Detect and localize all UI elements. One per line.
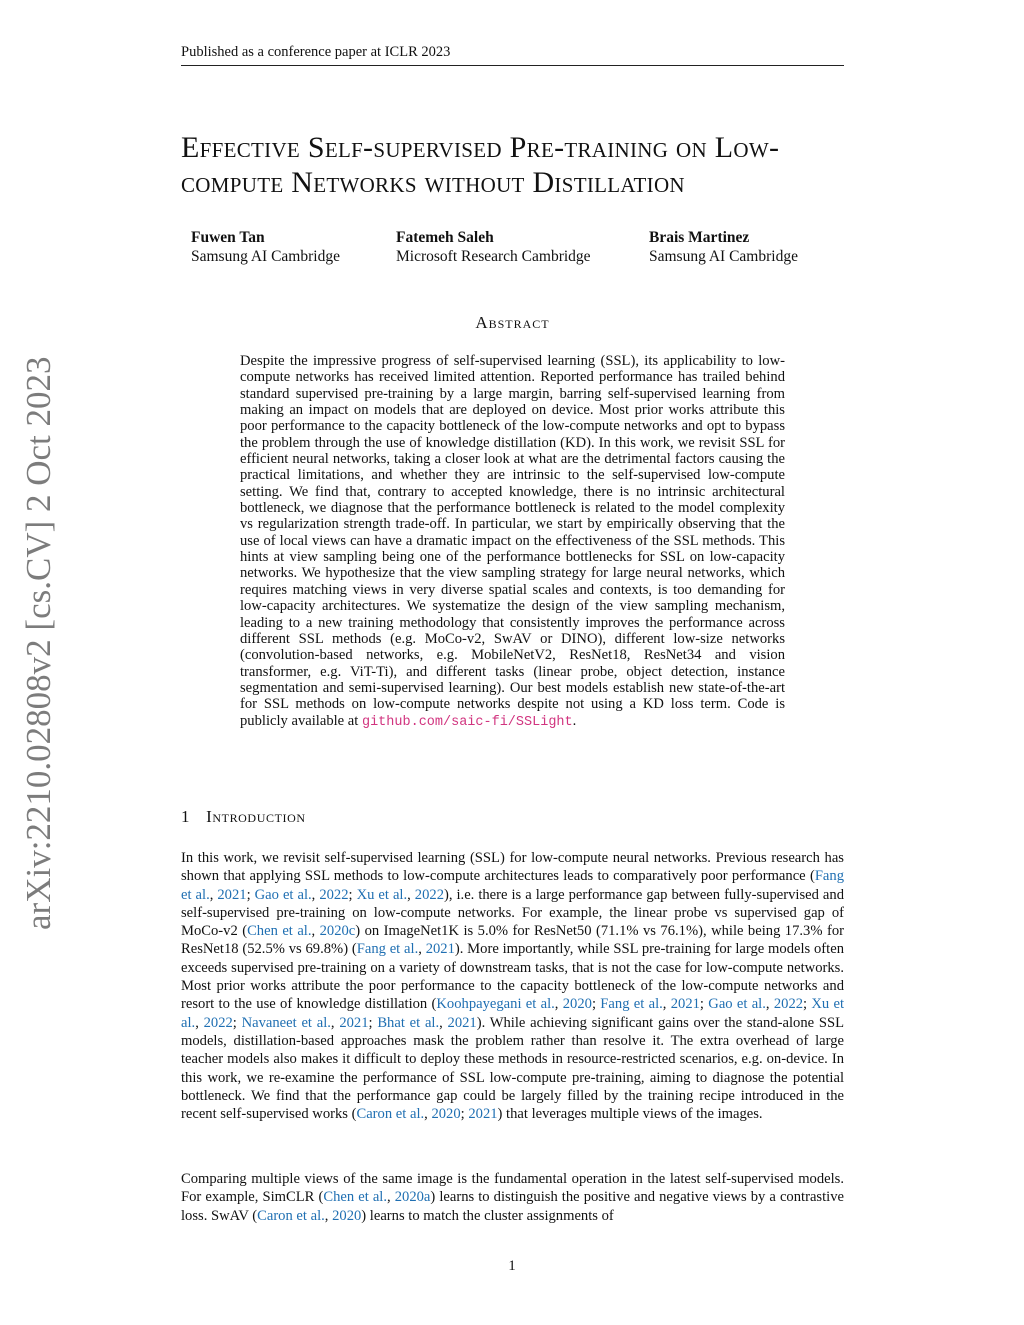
author-2 <box>396 228 591 266</box>
author-3 <box>649 228 798 266</box>
citation-link[interactable]: 2022 <box>414 886 444 903</box>
text: , <box>662 996 671 1013</box>
citation-link[interactable]: 2020 <box>431 1106 461 1123</box>
citation-link[interactable]: Xu et al. <box>181 996 845 1031</box>
text: ). More importantly, while SSL pre-training for large models often exceeds supervised pre-training on a variety of downstream tasks, that is not the case for low-compute networks. Most prior works attribute the poor performance to the capacity bottleneck of the low-compute networks and resort to the use of knowledge distillation ( <box>181 941 844 1013</box>
text: ; <box>699 996 709 1013</box>
citation-link[interactable]: 2021 <box>670 996 700 1013</box>
text: , <box>387 1189 395 1206</box>
text: Comparing multiple views of the same image is the fundamental operation in the latest self-supervised models. For example, SimCLR ( <box>181 1171 844 1206</box>
citation-link[interactable]: Chen et al. <box>323 1189 388 1206</box>
arxiv-stamp: arXiv:2210.02808v2 [cs.CV] 2 Oct 2023 <box>19 356 58 930</box>
abstract-end: . <box>572 712 577 729</box>
author-affiliation: Samsung AI Cambridge <box>191 248 340 265</box>
section-number: 1 <box>181 807 191 826</box>
text: ; <box>803 996 812 1013</box>
text: ; <box>591 996 601 1013</box>
text: ) that leverages multiple views of the images. <box>497 1106 763 1123</box>
text: ; <box>246 886 255 903</box>
citation-link[interactable]: 2021 <box>468 1106 498 1123</box>
text: , <box>418 941 426 958</box>
text: , <box>424 1106 432 1123</box>
text: , <box>311 923 320 940</box>
abstract-body: Despite the impressive progress of self-supervised learning (SSL), its applicability to low-compute networks has received limited attention. Reported performance has trailed behind standard supervised pre-training by a large margin, barring self-supervised learning from making an impact on models that are deployed on device. Most prior works attribute this poor performance to the capacity bottleneck of the low-compute networks and opt to bypass the problem through the use of knowledge distillation (KD). In this work, we revisit SSL for efficient neural networks, taking a closer look at what are the detrimental factors causing the practical limitations, and whether they are intrinsic to the self-supervised low-compute setting. We find that, contrary to accepted knowledge, there is no intrinsic architectural bottleneck, we diagnose that the performance bottleneck is related to the model complexity vs regularization strength trade-off. In particular, we start by empirically observing that the use of local views can have a dramatic impact on the effectiveness of the SSL methods. This hints at view sampling being one of the performance bottlenecks for SSL on low-capacity networks. We hypothesize that the view sampling strategy for large neural networks, which requires matching views in very diverse spatial scales and contexts, is too demanding for low-capacity architectures. We systematize the design of the view sampling mechanism, leading to a new training methodology that consistently improves the performance across different SSL methods (e.g. MoCo-v2, SwAV or DINO), different low-size networks (convolution-based networks, e.g. MobileNetV2, ResNet18, ResNet34 and vision transformer, e.g. ViT-Ti), and different tasks (linear probe, object detection, instance segmentation and semi-supervised learning). Our best models establish new state-of-the-art for SSL methods on low-compute networks despite not using a KD loss term. Code is publicly available at <box>240 353 785 729</box>
citation-link[interactable]: Caron et al. <box>356 1106 425 1123</box>
author-affiliation: Microsoft Research Cambridge <box>396 248 591 265</box>
page-number: 1 <box>508 1258 516 1274</box>
text: ; <box>368 1014 378 1031</box>
abstract-heading: Abstract <box>475 313 550 332</box>
text: , <box>439 1014 448 1031</box>
citation-link[interactable]: Xu et al. <box>356 886 408 903</box>
intro-paragraph-2 <box>181 1170 844 1225</box>
text: , <box>195 1014 204 1031</box>
citation-link[interactable]: 2021 <box>447 1014 477 1031</box>
citation-link[interactable]: 2020a <box>394 1189 431 1206</box>
text: ; <box>348 886 357 903</box>
citation-link[interactable]: 2022 <box>773 996 804 1013</box>
text: , <box>324 1207 333 1224</box>
text: , <box>407 886 415 903</box>
author-name: Fatemeh Saleh <box>396 229 494 246</box>
paper-title <box>181 130 851 200</box>
citation-link[interactable]: Bhat et al. <box>377 1014 440 1031</box>
citation-link[interactable]: 2022 <box>319 886 349 903</box>
citation-link[interactable]: Koohpayegani et al. <box>436 996 555 1013</box>
citation-link[interactable]: Chen et al. <box>247 923 312 940</box>
author-affiliation: Samsung AI Cambridge <box>649 248 798 265</box>
citation-link[interactable]: 2021 <box>217 886 247 903</box>
text: ) learns to distinguish the positive and negative views by a contrastive loss. SwAV ( <box>181 1189 844 1224</box>
citation-link[interactable]: 2022 <box>203 1014 233 1031</box>
citation-link[interactable]: Gao et al. <box>254 886 312 903</box>
citation-link[interactable]: Fang et al. <box>181 868 844 903</box>
citation-link[interactable]: 2020 <box>562 996 592 1013</box>
title-line-2: compute Networks without Distillation <box>181 166 685 199</box>
title-line-1: Effective Self-supervised Pre-training on Low- <box>181 131 780 164</box>
text: , <box>330 1014 340 1031</box>
text: , <box>311 886 320 903</box>
citation-link[interactable]: Fang et al. <box>356 941 419 958</box>
text: , <box>554 996 563 1013</box>
text: ) on ImageNet1K is 5.0% for ResNet50 (71.1% vs 76.1%), while being 17.3% for ResNet18 (52.5% vs 69.8%) ( <box>181 923 844 958</box>
citation-link[interactable]: 2020 <box>332 1207 362 1224</box>
text: In this work, we revisit self-supervised learning (SSL) for low-compute neural networks. Previous research has shown that applying SSL methods to low-compute architectures leads to comparatively poor performance ( <box>181 850 844 885</box>
text: ). While achieving significant gains over the stand-alone SSL models, distillation-based approaches mask the problem rather than resolve it. The extra overhead of large teacher models also makes it difficult to deploy these methods in resource-restricted scenarios, e.g. on-device. In this work, we re-examine the performance of SSL low-compute pre-training, aiming to diagnose the potential bottleneck. We find that the performance gap could be largely filled by the training recipe introduced in the recent self-supervised works ( <box>181 1014 844 1123</box>
citation-link[interactable]: 2020c <box>319 923 356 940</box>
author-1 <box>191 228 340 266</box>
author-name: Fuwen Tan <box>191 229 265 246</box>
text: ; <box>232 1014 242 1031</box>
abstract-text <box>240 353 785 731</box>
text: , <box>209 886 218 903</box>
section-heading <box>181 807 306 827</box>
citation-link[interactable]: 2021 <box>425 941 455 958</box>
citation-link[interactable]: Gao et al. <box>708 996 766 1013</box>
text: ), i.e. there is a large performance gap between fully-supervised and self-supervised pre-training on low-compute networks. For example, the linear probe vs supervised gap of MoCo-v2 ( <box>181 886 844 940</box>
citation-link[interactable]: Caron et al. <box>257 1207 325 1224</box>
text: ; <box>460 1106 469 1123</box>
intro-paragraph-1 <box>181 849 844 1123</box>
running-header: Published as a conference paper at ICLR 2023 <box>181 44 844 66</box>
code-link[interactable]: github.com/saic-fi/SSLight <box>361 714 573 730</box>
section-title: Introduction <box>206 807 306 826</box>
citation-link[interactable]: Fang et al. <box>600 996 663 1013</box>
citation-link[interactable]: Navaneet et al. <box>241 1014 331 1031</box>
text: , <box>765 996 774 1013</box>
citation-link[interactable]: 2021 <box>339 1014 369 1031</box>
author-name: Brais Martinez <box>649 229 750 246</box>
text: ) learns to match the cluster assignments of <box>361 1207 614 1224</box>
